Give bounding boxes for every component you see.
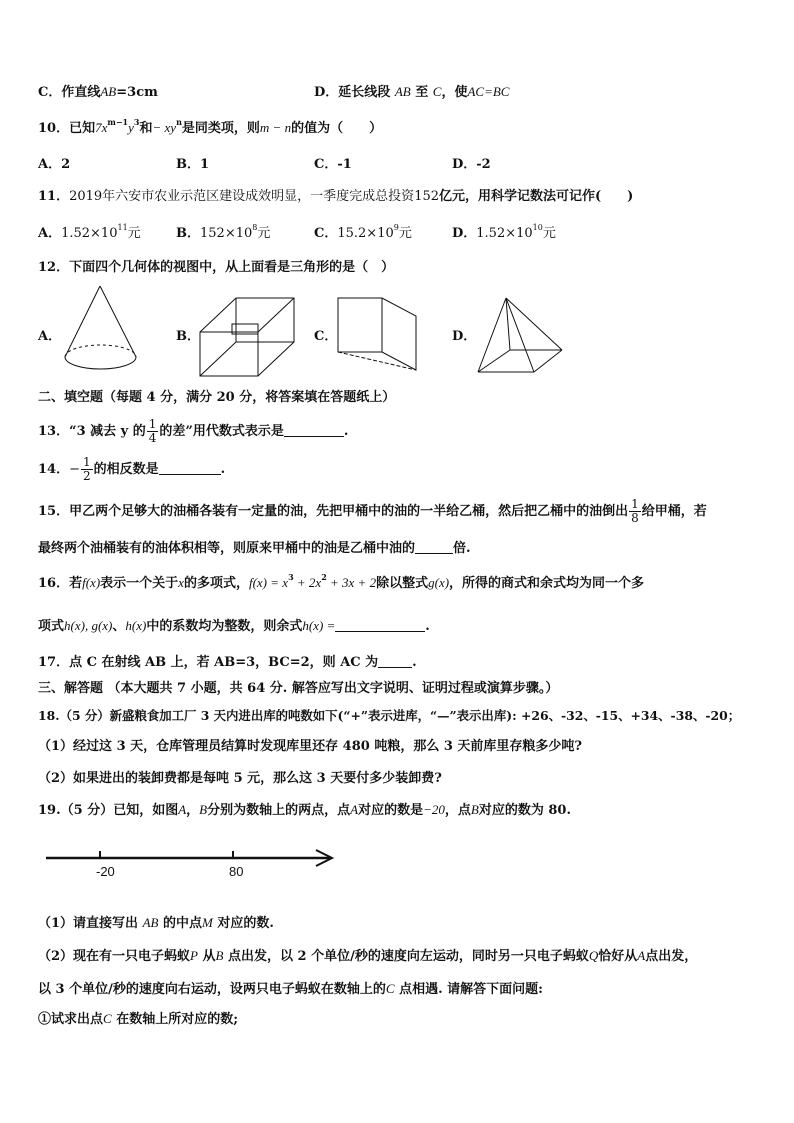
- section-3-heading: 三、解答题 （本大题共 7 小题，共 64 分. 解答应写出文字说明、证明过程或演算步骤。）: [38, 681, 559, 696]
- question-14: 14．− $\frac{1}{2}$ 的相反数是 .: [38, 455, 226, 483]
- q9-option-d: D．延长线段 AB 至 C，使AC=BC: [314, 84, 510, 100]
- number-line: [46, 848, 336, 868]
- answer-blank-13[interactable]: [284, 423, 344, 437]
- q10-option-b: B．1: [176, 157, 210, 172]
- question-15-line-2: 最终两个油桶装有的油体积相等，则原来甲桶中的油是乙桶中油的 倍.: [38, 541, 471, 556]
- q10-option-a: A．2: [38, 157, 71, 172]
- question-16-line-1: 16．若f(x)表示一个关于x的多项式，$f(x) = x^3 + 2x^2 + 3x + 2$除以整式g(x)，所得的商式和余式均为同一个多: [38, 572, 645, 591]
- fraction-one-half: $\frac{1}{2}$: [83, 455, 91, 483]
- question-10: 10．已知$7x^{m-1}y^3$和− $xy^n$是同类项，则m − n的值为（ ）: [38, 117, 383, 136]
- answer-blank-17[interactable]: [378, 654, 412, 668]
- question-16-line-2: 项式h(x), g(x)、h(x)中的系数均为整数，则余式h(x) = .: [38, 618, 430, 634]
- question-11: 11．2019年六安市农业示范区建设成效明显，一季度完成总投资152亿元，用科学记数法可记作( ): [38, 189, 634, 204]
- question-19: 19.（5 分）已知，如图A，B分别为数轴上的两点，点A对应的数是−20，点B对应的数为 80.: [38, 802, 572, 818]
- tick-label-a: -20: [96, 864, 115, 879]
- question-18-part-2: （2）如果进出的装卸费都是每吨 5 元，那么这 3 天要付多少装卸费?: [38, 771, 442, 786]
- question-19-part-1: （1）请直接写出 AB 的中点M 对应的数.: [38, 915, 274, 931]
- q12-label-b: B．: [176, 329, 200, 344]
- question-19-part-2-1: ①试求出点C 在数轴上所对应的数;: [38, 1011, 239, 1027]
- answer-blank-14[interactable]: [159, 461, 221, 475]
- cuboid-figure: [198, 296, 296, 378]
- question-18-part-1: （1）经过这 3 天，仓库管理员结算时发现库里还存 480 吨粮，那么 3 天前库里存粮多少吨?: [38, 739, 583, 754]
- question-15-line-1: 15．甲乙两个足够大的油桶各装有一定量的油，先把甲桶中的油的一半给乙桶，然后把乙桶中的油倒出 $\frac{1}{8}$ 给甲桶，若: [38, 497, 707, 525]
- q11-option-b: B．$152\times 10^8$元: [176, 223, 271, 241]
- answer-blank-16[interactable]: [335, 618, 425, 632]
- question-13: 13．“3 减去 y 的 $\frac{1}{4}$ 的差”用代数式表示是 .: [38, 417, 349, 445]
- q11-option-a: A．$1.52\times 10^{11}$元: [38, 223, 141, 241]
- q12-label-c: C．: [314, 329, 338, 344]
- q11-option-d: D．$1.52\times 10^{10}$元: [452, 223, 556, 241]
- question-19-part-2-cont: 以 3 个单位/秒的速度向右运动，设两只电子蚂蚁在数轴上的C 点相遇. 请解答下面问题:: [38, 981, 543, 997]
- question-17: 17．点 C 在射线 AB 上，若 AB=3，BC=2，则 AC 为 .: [38, 655, 417, 670]
- q12-label-a: A．: [38, 329, 62, 344]
- pyramid-figure: [476, 296, 564, 376]
- q10-option-d: D．-2: [452, 157, 491, 172]
- q11-option-c: C．$15.2\times 10^9$元: [314, 223, 412, 241]
- q12-label-d: D．: [452, 329, 477, 344]
- tick-label-b: 80: [229, 864, 244, 879]
- question-18: 18.（5 分）新盛粮食加工厂 3 天内进出库的吨数如下(“+”表示进库，“—”表示出库): +26、-32、-15、+34、-38、-20；: [38, 708, 741, 723]
- q10-option-c: C．-1: [314, 157, 352, 172]
- fraction-one-quarter: $\frac{1}{4}$: [148, 417, 157, 445]
- prism-figure: [336, 296, 418, 376]
- answer-blank-15[interactable]: [415, 540, 453, 554]
- q9-option-c: C．作直线AB=3cm: [38, 84, 158, 100]
- question-12: 12．下面四个几何体的视图中，从上面看是三角形的是（ ）: [38, 260, 395, 275]
- cone-figure: [62, 284, 142, 386]
- fraction-one-eighth: $\frac{1}{8}$: [631, 497, 639, 525]
- question-19-part-2: （2）现在有一只电子蚂蚁P 从B 点出发，以 2 个单位/秒的速度向左运动，同时另一只电子蚂蚁Q恰好从A点出发，: [38, 948, 698, 964]
- section-2-heading: 二、填空题（每题 4 分，满分 20 分，将答案填在答题纸上）: [38, 390, 396, 405]
